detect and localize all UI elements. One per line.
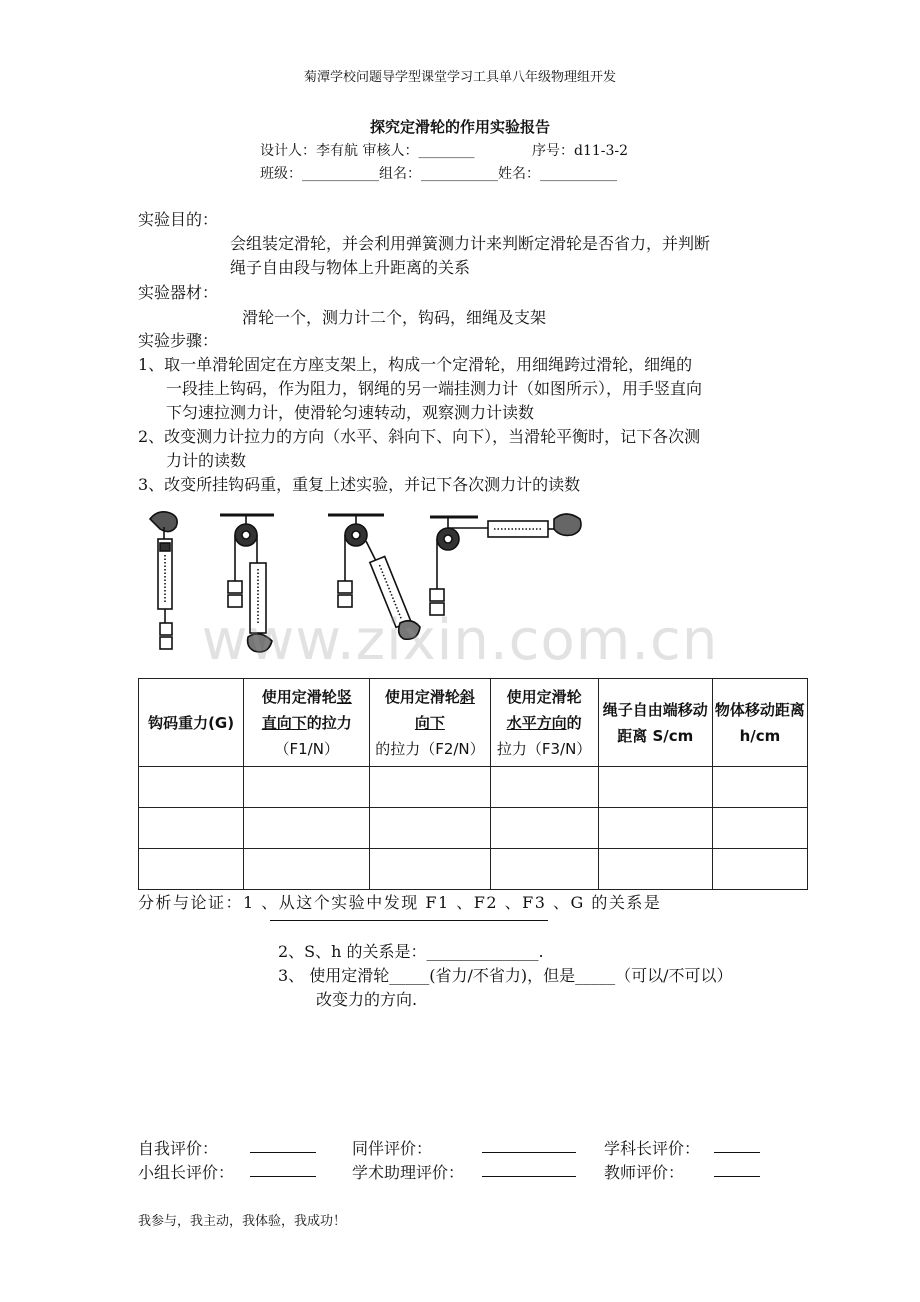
step-1-line-3: 下匀速拉测力计，使滑轮匀速转动，观察测力计读数	[166, 403, 535, 422]
cell-input[interactable]	[490, 808, 598, 849]
cell-input[interactable]	[244, 808, 370, 849]
equipment-label: 实验器材：	[138, 283, 219, 302]
serial-number: 序号：d11-3-2	[532, 143, 629, 159]
step-3-line-1: 3、改变所挂钩码重，重复上述实验，并记下各次测力计的读数	[138, 475, 581, 494]
setup-horizontal	[430, 514, 581, 615]
header-weight: 钩码重力(G)	[139, 679, 244, 767]
analysis-line-4: 改变力的方向.	[316, 990, 418, 1009]
header-vertical-force: 使用定滑轮竖 直向下的拉力 （F1/N）	[244, 679, 370, 767]
cell-input[interactable]	[244, 849, 370, 890]
peer-evaluation-label: 同伴评价：	[352, 1139, 433, 1158]
cell-input[interactable]	[712, 767, 807, 808]
table-header-row	[139, 679, 808, 767]
results-table	[138, 678, 808, 890]
table-row	[139, 808, 808, 849]
table-row	[139, 767, 808, 808]
peer-evaluation-blank[interactable]	[482, 1152, 576, 1153]
step-2-line-1: 2、改变测力计拉力的方向（水平、斜向下、向下），当滑轮平衡时，记下各次测	[138, 427, 701, 446]
designer-line: 设计人：李有航 审核人：________	[260, 143, 475, 159]
cell-input[interactable]	[244, 767, 370, 808]
group-lead-evaluation-blank[interactable]	[250, 1176, 316, 1177]
class-group-name-line: 班级：___________组名：___________姓名：___________	[260, 166, 617, 182]
analysis-line-1: 分析与论证：1 、从这个实验中发现 F1 、F2 、F3 、G 的关系是	[138, 893, 662, 912]
step-1-line-2: 一段挂上钩码，作为阻力，钢绳的另一端挂测力计（如图所示），用手竖直向	[166, 379, 703, 398]
self-evaluation-blank[interactable]	[250, 1152, 316, 1153]
purpose-text-1: 会组装定滑轮，并会利用弹簧测力计来判断定滑轮是否省力，并判断	[230, 234, 711, 253]
page-header: 菊潭学校问题导学型课堂学习工具单八年级物理组开发	[303, 70, 616, 85]
cell-input[interactable]	[370, 808, 490, 849]
cell-input[interactable]	[712, 849, 807, 890]
cell-input[interactable]	[712, 808, 807, 849]
equipment-text: 滑轮一个，测力计二个，钩码，细绳及支架	[242, 308, 547, 327]
purpose-text-2: 绳子自由段与物体上升距离的关系	[230, 258, 471, 277]
analysis-line-2: 2、S、h 的关系是：______________.	[278, 942, 544, 961]
analysis-line-3: 3、 使用定滑轮_____(省力/不省力)，但是_____（可以/不可以）	[278, 966, 733, 985]
cell-input[interactable]	[490, 849, 598, 890]
cell-input[interactable]	[139, 849, 244, 890]
cell-input[interactable]	[139, 767, 244, 808]
watermark: www.zixin.com.cn	[201, 608, 719, 673]
teacher-evaluation-blank[interactable]	[714, 1176, 760, 1177]
cell-input[interactable]	[370, 849, 490, 890]
header-rope-distance: 绳子自由端移动距离 S/cm	[598, 679, 712, 767]
footer-motto: 我参与，我主动，我体验，我成功！	[138, 1214, 347, 1229]
analysis-blank-1[interactable]	[270, 920, 548, 921]
cell-input[interactable]	[139, 808, 244, 849]
cell-input[interactable]	[490, 767, 598, 808]
group-lead-evaluation-label: 小组长评价：	[138, 1163, 235, 1182]
cell-input[interactable]	[598, 808, 712, 849]
cell-input[interactable]	[598, 849, 712, 890]
cell-input[interactable]	[370, 767, 490, 808]
header-object-distance: 物体移动距离 h/cm	[712, 679, 807, 767]
self-evaluation-label: 自我评价：	[138, 1139, 219, 1158]
page-title: 探究定滑轮的作用实验报告	[369, 118, 550, 136]
cell-input[interactable]	[598, 767, 712, 808]
subject-lead-evaluation-blank[interactable]	[714, 1152, 760, 1153]
academic-assistant-evaluation-label: 学术助理评价：	[352, 1163, 465, 1182]
teacher-evaluation-label: 教师评价：	[604, 1163, 685, 1182]
header-oblique-force: 使用定滑轮斜 向下 的拉力（F2/N）	[370, 679, 490, 767]
academic-assistant-evaluation-blank[interactable]	[482, 1176, 576, 1177]
subject-lead-evaluation-label: 学科长评价：	[604, 1139, 701, 1158]
step-1-line-1: 1、取一单滑轮固定在方座支架上，构成一个定滑轮，用细绳跨过滑轮，细绳的	[138, 355, 693, 374]
purpose-label: 实验目的：	[138, 210, 219, 229]
step-2-line-2: 力计的读数	[166, 451, 247, 470]
steps-label: 实验步骤：	[138, 331, 219, 350]
header-horizontal-force: 使用定滑轮 水平方向的 拉力（F3/N）	[490, 679, 598, 767]
table-row	[139, 849, 808, 890]
